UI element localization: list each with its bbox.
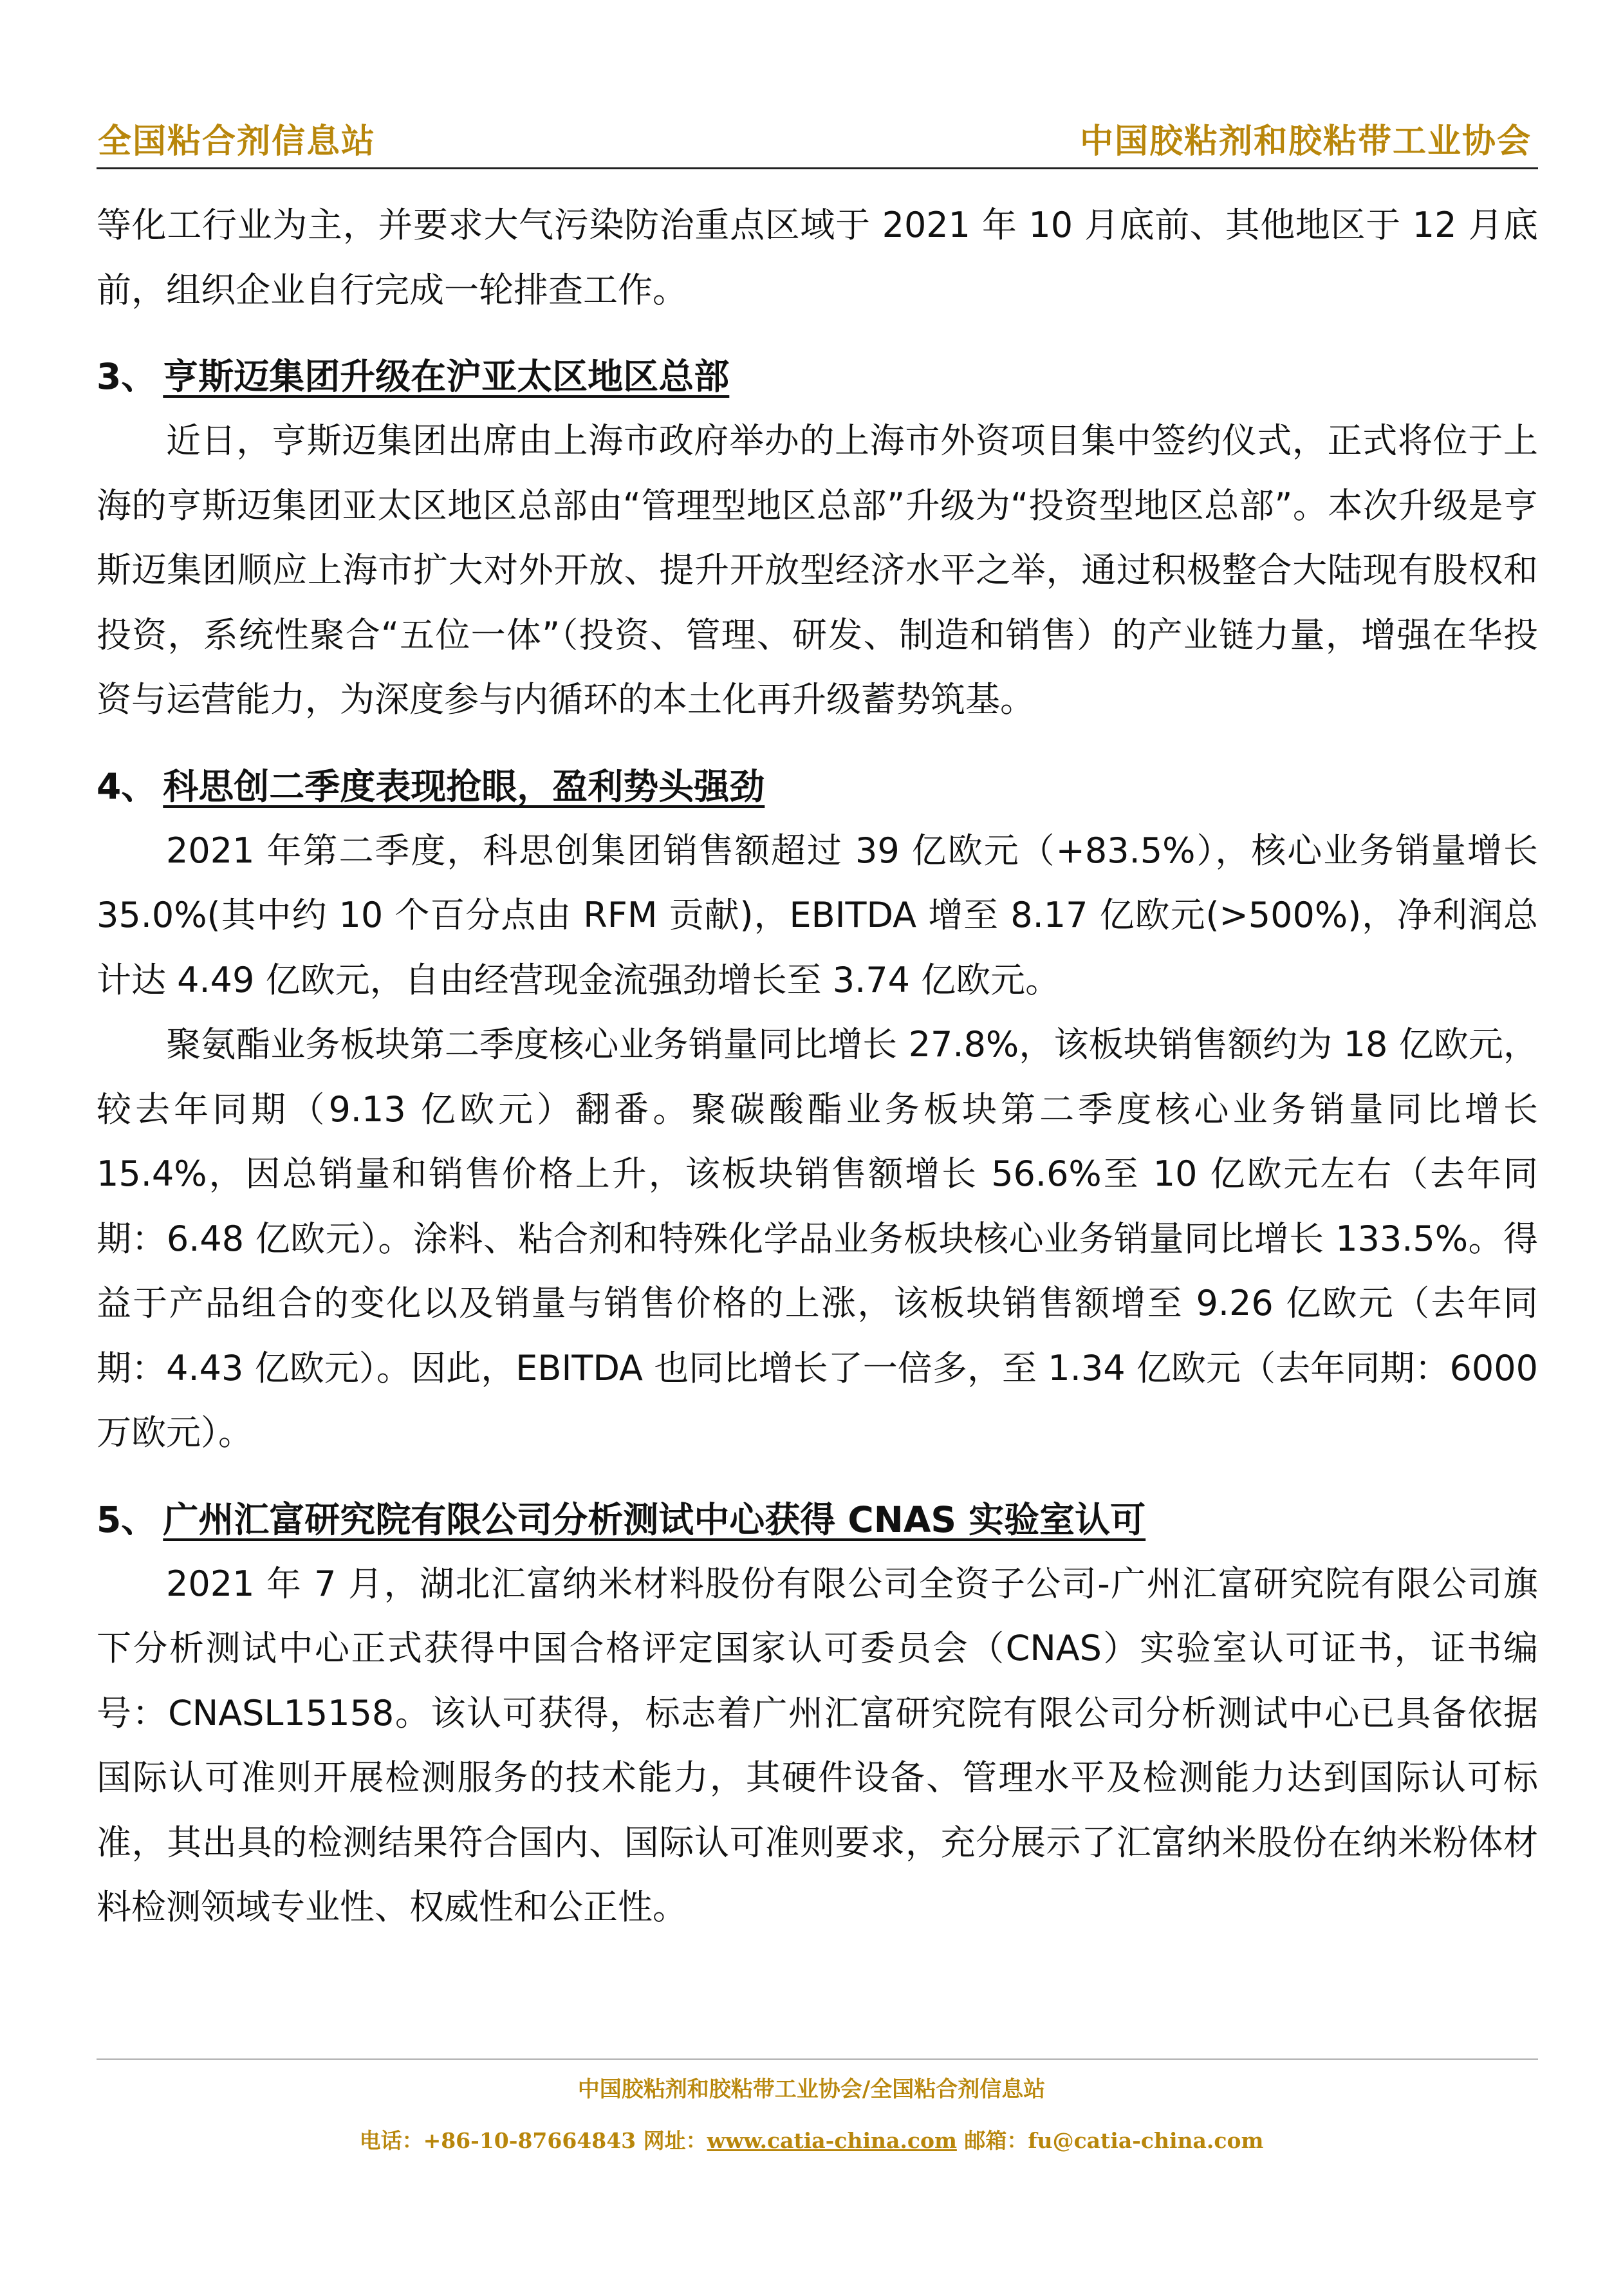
website-link[interactable]: www.catia-china.com [707,2128,957,2153]
section-paragraph: 近日，亨斯迈集团出席由上海市政府举办的上海市外资项目集中签约仪式，正式将位于上海的亨斯迈集团亚太区地区总部由“管理型地区总部”升级为“投资型地区总部”。本次升级是亨斯迈集团顺应上海市扩大对外开放、提升开放型经济水平之举，通过积极整合大陆现有股权和投资，系统性聚合“五位一体”（投资、管理、研发、制造和销售）的产业链力量，增强在华投资与运营能力，为深度参与内循环的本土化再升级蓄势筑基。 [97,420,1538,720]
phone-number: +86-10-87664843 [423,2128,636,2153]
page-header [97,116,1538,169]
section-number: 3、 [97,356,157,397]
section-title: 广州汇富研究院有限公司分析测试中心获得 CNAS 实验室认可 [163,1498,1146,1540]
section-4 [97,754,1538,1466]
intro-paragraph: 等化工行业为主，并要求大气污染防治重点区域于 2021 年 10 月底前、其他地区于 12 月底前，组织企业自行完成一轮排查工作。 [97,205,1538,310]
section-heading [97,1488,1538,1552]
section-number: 4、 [97,765,157,807]
header-association-name: 中国胶粘剂和胶粘带工业协会 [1079,122,1532,161]
email-label: 邮箱： [956,2128,1028,2153]
footer-divider [97,2058,1538,2060]
section-heading [97,344,1538,409]
email-address: fu@catia-china.com [1028,2128,1264,2153]
footer-organization: 中国胶粘剂和胶粘带工业协会/全国粘合剂信息站 [577,2077,1046,2102]
phone-label: 电话： [359,2128,423,2153]
section-3 [97,344,1538,733]
article-body [97,193,1538,1940]
section-paragraph: 2021 年 7 月，湖北汇富纳米材料股份有限公司全资子公司-广州汇富研究院有限公司旗下分析测试中心正式获得中国合格评定国家认可委员会（CNAS）实验室认可证书，证书编号：CNASL15158。该认可获得，标志着广州汇富研究院有限公司分析测试中心已具备依据国际认可准则开展检测服务的技术能力，其硬件设备、管理水平及检测能力达到国际认可标准，其出具的检测结果符合国内、国际认可准则要求，充分展示了汇富纳米股份在纳米粉体材料检测领域专业性、权威性和公正性。 [97,1563,1538,1927]
section-number: 5、 [97,1498,157,1540]
section-paragraph: 聚氨酯业务板块第二季度核心业务销量同比增长 27.8%，该板块销售额约为 18 亿欧元，较去年同期（9.13 亿欧元）翻番。聚碳酸酯业务板块第二季度核心业务销量同比增长 15.4%，因总销量和销售价格上升，该板块销售额增长 56.6%至 10 亿欧元左右（去年同期：6.48 亿欧元）。涂料、粘合剂和特殊化学品业务板块核心业务销量同比增长 133.5%。得益于产品组合的变化以及销量与销售价格的上涨，该板块销售额增至 9.26 亿欧元（去年同期：4.43 亿欧元）。因此，EBITDA 也同比增长了一倍多，至 1.34 亿欧元（去年同期：6000 万欧元）。 [97,1024,1538,1453]
section-title: 亨斯迈集团升级在沪亚太区地区总部 [163,356,730,397]
footer-contact [0,2124,1623,2154]
section-heading [97,754,1538,819]
section-title: 科思创二季度表现抢眼，盈利势头强劲 [163,765,765,807]
website-label: 网址： [636,2128,707,2153]
section-paragraph: 2021 年第二季度，科思创集团销售额超过 39 亿欧元（+83.5%），核心业务销量增长 35.0%(其中约 10 个百分点由 RFM 贡献)，EBITDA 增至 8.17 亿欧元(>500%)，净利润总计达 4.49 亿欧元，自由经营现金流强劲增长至 3.74 亿欧元。 [97,830,1538,1000]
header-site-name: 全国粘合剂信息站 [98,122,376,161]
section-5 [97,1488,1538,1940]
